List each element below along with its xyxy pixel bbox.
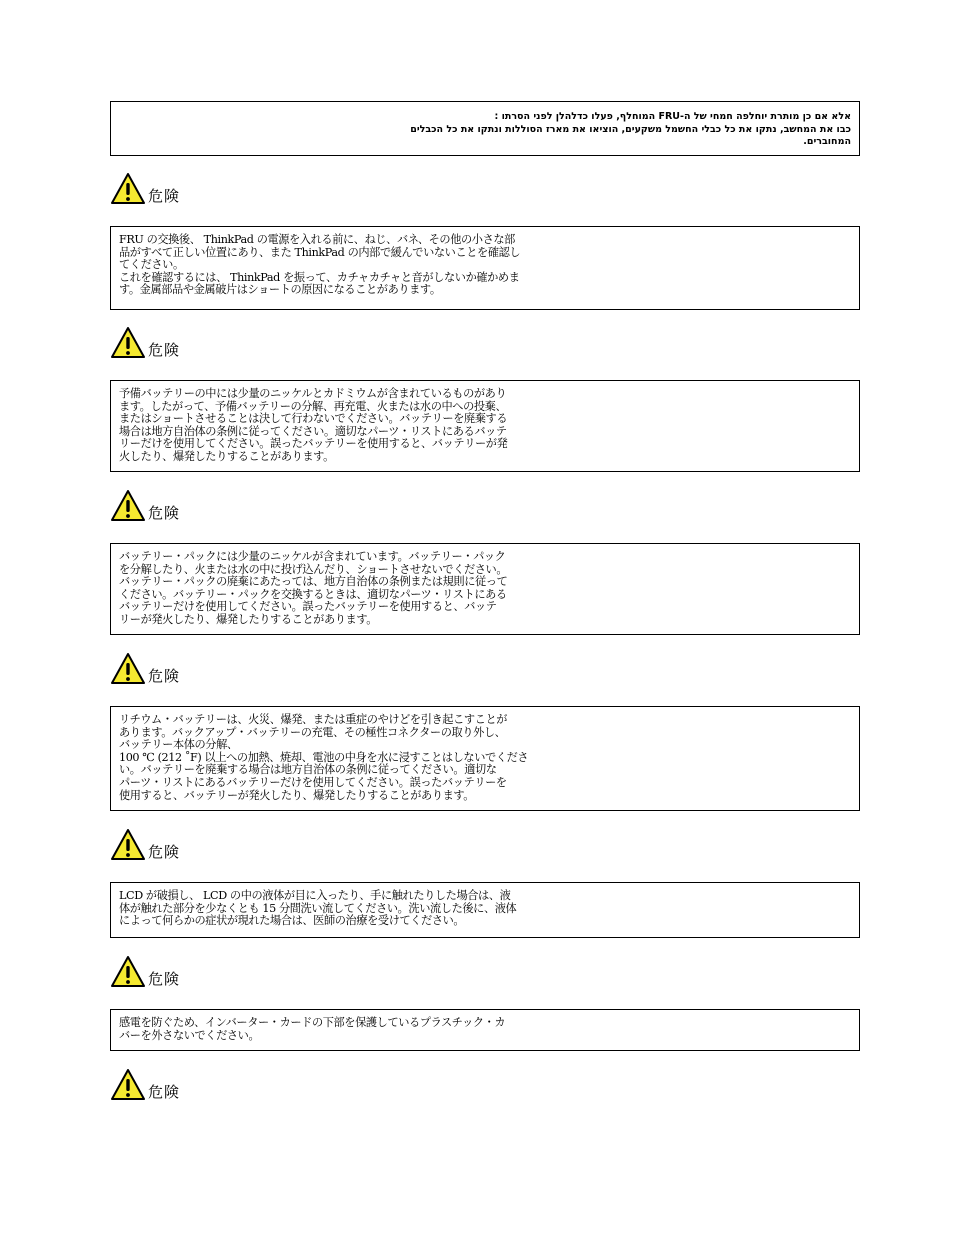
warning-box xyxy=(110,380,860,472)
warning-text: バッテリー・パックには少量のニッケルが含まれています。バッテリー・パック を分解したり、火または水の中に投げ込んだり、ショートさせないでください。 バッテリー・パックの廃棄にあたっては、地方自治体の条例または規則に従って ください。バッテリー・パックを交換するときは、適切なパーツ・リストにある バッテリーだけを使用してください。誤ったバッテリーを使用すると、バッテ リーが発火したり、爆発したりすることがあります。 xyxy=(119,550,508,626)
warning-text: 感電を防ぐため、インバーター・カードの下部を保護しているプラスチック・カ バーを外さないでください。 xyxy=(119,1016,506,1042)
warning-text: FRU の交換後、 ThinkPad の電源を入れる前に、ねじ、バネ、その他の小さな部 品がすべて正しい位置にあり、また ThinkPad の内部で緩んでいないことを確認し てください。 これを確認するには、 ThinkPad を振って、カチャカチャと音がしないか確かめま す。金属部品や金属破片はショートの原因になることがあります。 xyxy=(119,233,521,297)
warning-box xyxy=(110,706,860,811)
danger-label: 危険 xyxy=(148,504,181,522)
warning-text: LCD が破損し、 LCD の中の液体が目に入ったり、手に触れたりした場合は、液 体が触れた部分を少なくとも 15 分間洗い流してください。洗い流した後に、液体 によって何らかの症状が現れた場合は、医師の治療を受けてください。 xyxy=(119,889,517,928)
warning-triangle-icon xyxy=(110,828,146,862)
danger-heading xyxy=(110,172,180,206)
warning-triangle-icon xyxy=(110,172,146,206)
warning-box xyxy=(110,226,860,310)
hebrew-notice-line: כבו את המחשב, נתקו את כל כבלי החשמל משקעים, הוציאו את מארז הסוללות ונתקו את כל הכבלים xyxy=(410,123,851,135)
warning-box xyxy=(110,882,860,938)
warning-text: 予備バッテリーの中には少量のニッケルとカドミウムが含まれているものがあり ます。したがって、予備バッテリーの分解、再充電、火または水の中への投棄、 またはショートさせることは決して行わないでください。バッテリーを廃棄する 場合は地方自治体の条例に従ってください。適切なパーツ・リストにあるバッテ リーだけを使用してください。誤ったバッテリーを使用すると、バッテリーが発 火したり、爆発したりすることがあります。 xyxy=(119,387,508,463)
danger-heading xyxy=(110,955,180,989)
danger-label: 危険 xyxy=(148,970,181,988)
danger-heading xyxy=(110,828,180,862)
hebrew-notice-line: אלא אם כן מותרת יוחלפה חמחי של ה-FRU המוחלף, פעלו כדלהלן לפני הסרתו : xyxy=(494,111,851,122)
danger-heading xyxy=(110,1068,180,1102)
danger-label: 危険 xyxy=(148,667,181,685)
warning-triangle-icon xyxy=(110,652,146,686)
danger-heading xyxy=(110,326,180,360)
warning-triangle-icon xyxy=(110,489,146,523)
warning-box xyxy=(110,543,860,635)
danger-label: 危険 xyxy=(148,1083,181,1101)
danger-label: 危険 xyxy=(148,843,181,861)
warning-triangle-icon xyxy=(110,326,146,360)
warning-box xyxy=(110,1009,860,1051)
danger-heading xyxy=(110,652,180,686)
danger-label: 危険 xyxy=(148,341,181,359)
warning-triangle-icon xyxy=(110,1068,146,1102)
hebrew-notice-line: המחוברים. xyxy=(803,136,851,147)
warning-text: リチウム・バッテリーは、火災、爆発、または重症のやけどを引き起こすことが あります。バックアップ・バッテリーの充電、その極性コネクターの取り外し、 バッテリー本体の分解、 100 ℃ (212 ˚F) 以上への加熱、焼却、電池の中身を水に浸すことはしないでくださ い。バッテリーを廃棄する場合は地方自治体の条例に従ってください。適切な パーツ・リストにあるバッテリーだけを使用してください。誤ったバッテリーを 使用すると、バッテリーが発火したり、爆発したりすることがあります。 xyxy=(119,713,529,802)
hebrew-notice-box xyxy=(110,101,860,156)
warning-triangle-icon xyxy=(110,955,146,989)
danger-heading xyxy=(110,489,180,523)
danger-label: 危険 xyxy=(148,187,181,205)
